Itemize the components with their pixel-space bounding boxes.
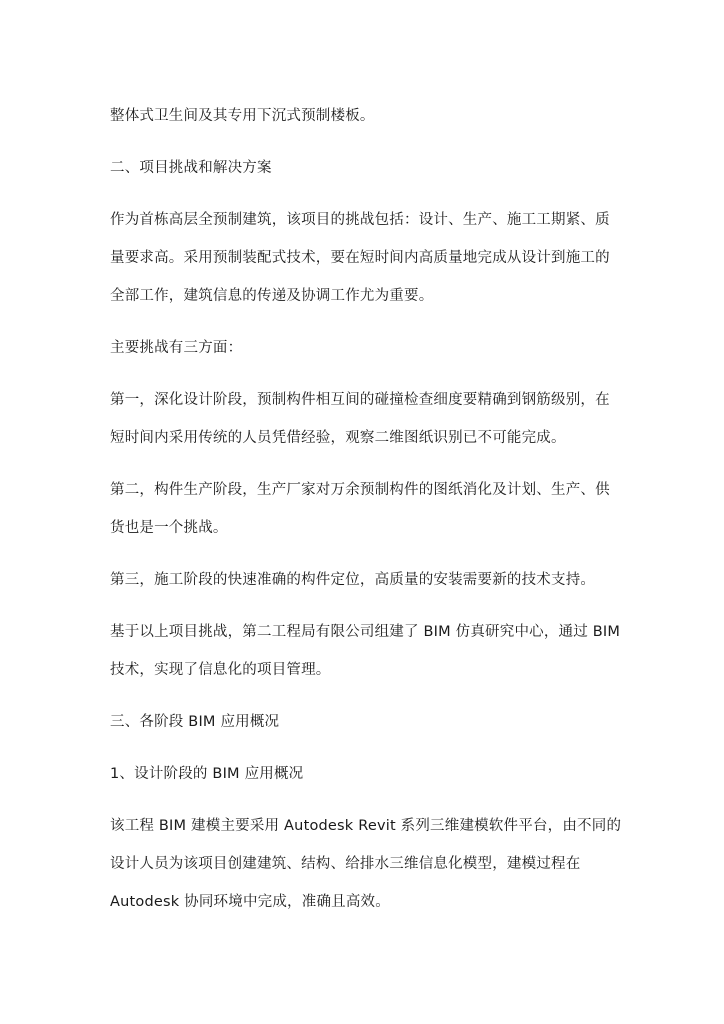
- subsection-heading: 1、设计阶段的 BIM 应用概况: [110, 766, 304, 782]
- paragraph-line: 基于以上项目挑战，第二工程局有限公司组建了 BIM 仿真研究中心，通过 BIM: [110, 624, 621, 640]
- paragraph-line: 技术，实现了信息化的项目管理。: [110, 662, 331, 678]
- paragraph-line: 该工程 BIM 建模主要采用 Autodesk Revit 系列三维建模软件平台，由不同的: [110, 818, 622, 834]
- paragraph-line: 货也是一个挑战。: [110, 520, 228, 536]
- paragraph-line: 第三，施工阶段的快速准确的构件定位，高质量的安装需要新的技术支持。: [110, 572, 596, 588]
- paragraph-line: 量要求高。采用预制装配式技术，要在短时间内高质量地完成从设计到施工的: [110, 250, 610, 266]
- paragraph-line: 作为首栋高层全预制建筑，该项目的挑战包括：设计、生产、施工工期紧、质: [110, 212, 610, 228]
- section-heading: 二、项目挑战和解决方案: [110, 160, 272, 176]
- paragraph-line: 整体式卫生间及其专用下沉式预制楼板。: [110, 108, 375, 124]
- paragraph-line: 短时间内采用传统的人员凭借经验，观察二维图纸识别已不可能完成。: [110, 430, 566, 446]
- paragraph-line: 第一，深化设计阶段，预制构件相互间的碰撞检查细度要精确到钢筋级别，在: [110, 392, 610, 408]
- paragraph-line: 第二，构件生产阶段，生产厂家对万余预制构件的图纸消化及计划、生产、供: [110, 482, 610, 498]
- paragraph-line: 全部工作，建筑信息的传递及协调工作尤为重要。: [110, 288, 434, 304]
- paragraph-line: 设计人员为该项目创建建筑、结构、给排水三维信息化模型，建模过程在: [110, 856, 581, 872]
- paragraph-line: Autodesk 协同环境中完成，准确且高效。: [110, 894, 390, 910]
- section-heading: 三、各阶段 BIM 应用概况: [110, 714, 280, 730]
- paragraph-line: 主要挑战有三方面：: [110, 340, 243, 356]
